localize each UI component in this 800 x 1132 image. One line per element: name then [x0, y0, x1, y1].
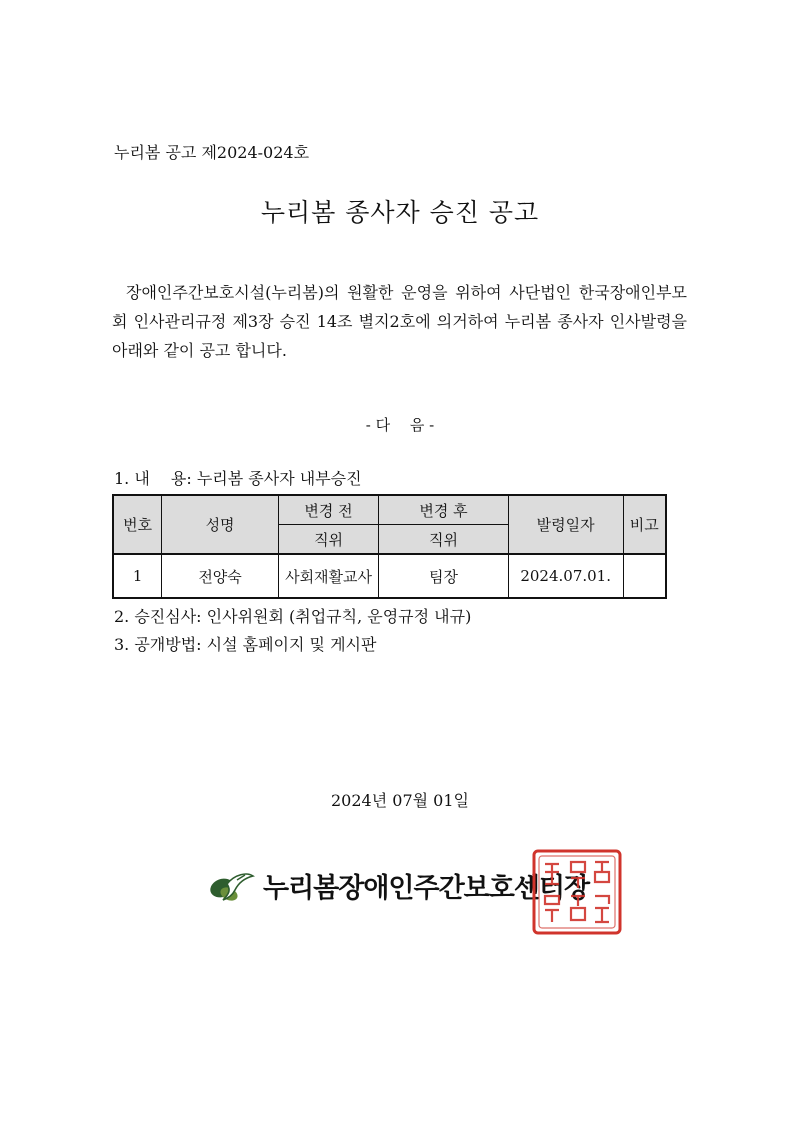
- document-title: 누리봄 종사자 승진 공고: [260, 198, 540, 227]
- table-row: [113, 554, 666, 598]
- document-date: 2024년 07월 01일: [331, 791, 469, 810]
- header-before-position: 직위: [278, 525, 379, 555]
- promotion-table: [112, 494, 667, 599]
- cell-after-position: 팀장: [379, 554, 508, 598]
- item-disclosure: 3. 공개방법: 시설 홈페이지 및 게시판: [114, 635, 377, 654]
- header-name: 성명: [162, 495, 278, 554]
- header-note: 비고: [623, 495, 666, 554]
- section-separator: - 다 음 -: [365, 416, 435, 434]
- cell-before-position: 사회재활교사: [278, 554, 379, 598]
- body-paragraph: 장애인주간보호시설(누리봄)의 원활한 운영을 위하여 사단법인 한국장애인부모회 인사관리규정 제3장 승진 14조 별지2호에 의거하여 누리봄 종사자 인사발령을 아래와 같이 공고 합니다.: [112, 283, 687, 360]
- header-before: 변경 전: [278, 495, 379, 525]
- cell-note: [623, 554, 666, 598]
- organization-name: 누리봄장애인주간보호센터장: [263, 872, 590, 904]
- notice-number: 누리봄 공고 제2024-024호: [114, 143, 310, 162]
- cell-no: 1: [113, 554, 162, 598]
- header-after-position: 직위: [379, 525, 508, 555]
- official-seal-icon: [531, 848, 623, 936]
- cell-name: 전양숙: [162, 554, 278, 598]
- cell-date: 2024.07.01.: [508, 554, 623, 598]
- item-content: 1. 내 용: 누리봄 종사자 내부승진: [114, 469, 362, 488]
- item-review: 2. 승진심사: 인사위원회 (취업규칙, 운영규정 내규): [114, 607, 472, 626]
- header-date: 발령일자: [508, 495, 623, 554]
- header-no: 번호: [113, 495, 162, 554]
- bird-leaf-logo-icon: [207, 864, 255, 906]
- header-after: 변경 후: [379, 495, 508, 525]
